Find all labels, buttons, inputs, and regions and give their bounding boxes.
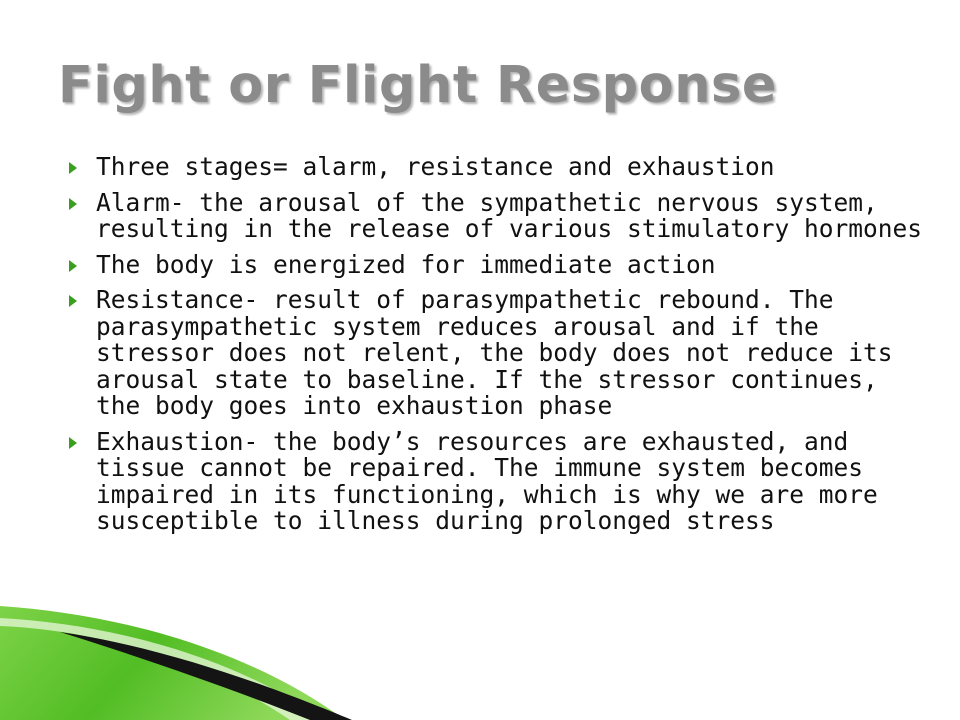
bullet-text: Alarm- the arousal of the sympathetic nervous system, resulting in the release of various stimulatory hormones	[96, 187, 923, 243]
triangle-bullet-icon	[69, 437, 77, 449]
bullet-list	[0, 154, 960, 544]
bullet-text: Three stages= alarm, resistance and exhaustion	[96, 152, 775, 181]
bullet-text: Resistance- result of parasympathetic rebound. The parasympathetic system reduces arousal and if the stressor does not relent, the body does not reduce its arousal state to baseline. If the stressor continues, the body goes into exhaustion phase	[96, 285, 893, 420]
bullet-item	[0, 187, 960, 243]
bullet-text: Exhaustion- the body’s resources are exhausted, and tissue cannot be repaired. The immune system becomes impaired in its functioning, which is why we are more susceptible to illness during prolonged stress	[96, 426, 878, 535]
bullet-text: The body is energized for immediate action	[96, 249, 716, 279]
triangle-bullet-icon	[69, 260, 77, 272]
green-swoosh	[0, 606, 345, 720]
slide-title: Fight or Flight Response	[58, 56, 777, 115]
bullet-item	[0, 154, 960, 181]
triangle-bullet-icon	[69, 295, 77, 307]
white-stripe	[0, 618, 325, 720]
bullet-item	[0, 287, 960, 420]
bullet-item	[0, 249, 960, 279]
black-swoosh	[60, 632, 352, 720]
triangle-bullet-icon	[69, 162, 77, 174]
bullet-item	[0, 426, 960, 535]
triangle-bullet-icon	[69, 198, 77, 210]
